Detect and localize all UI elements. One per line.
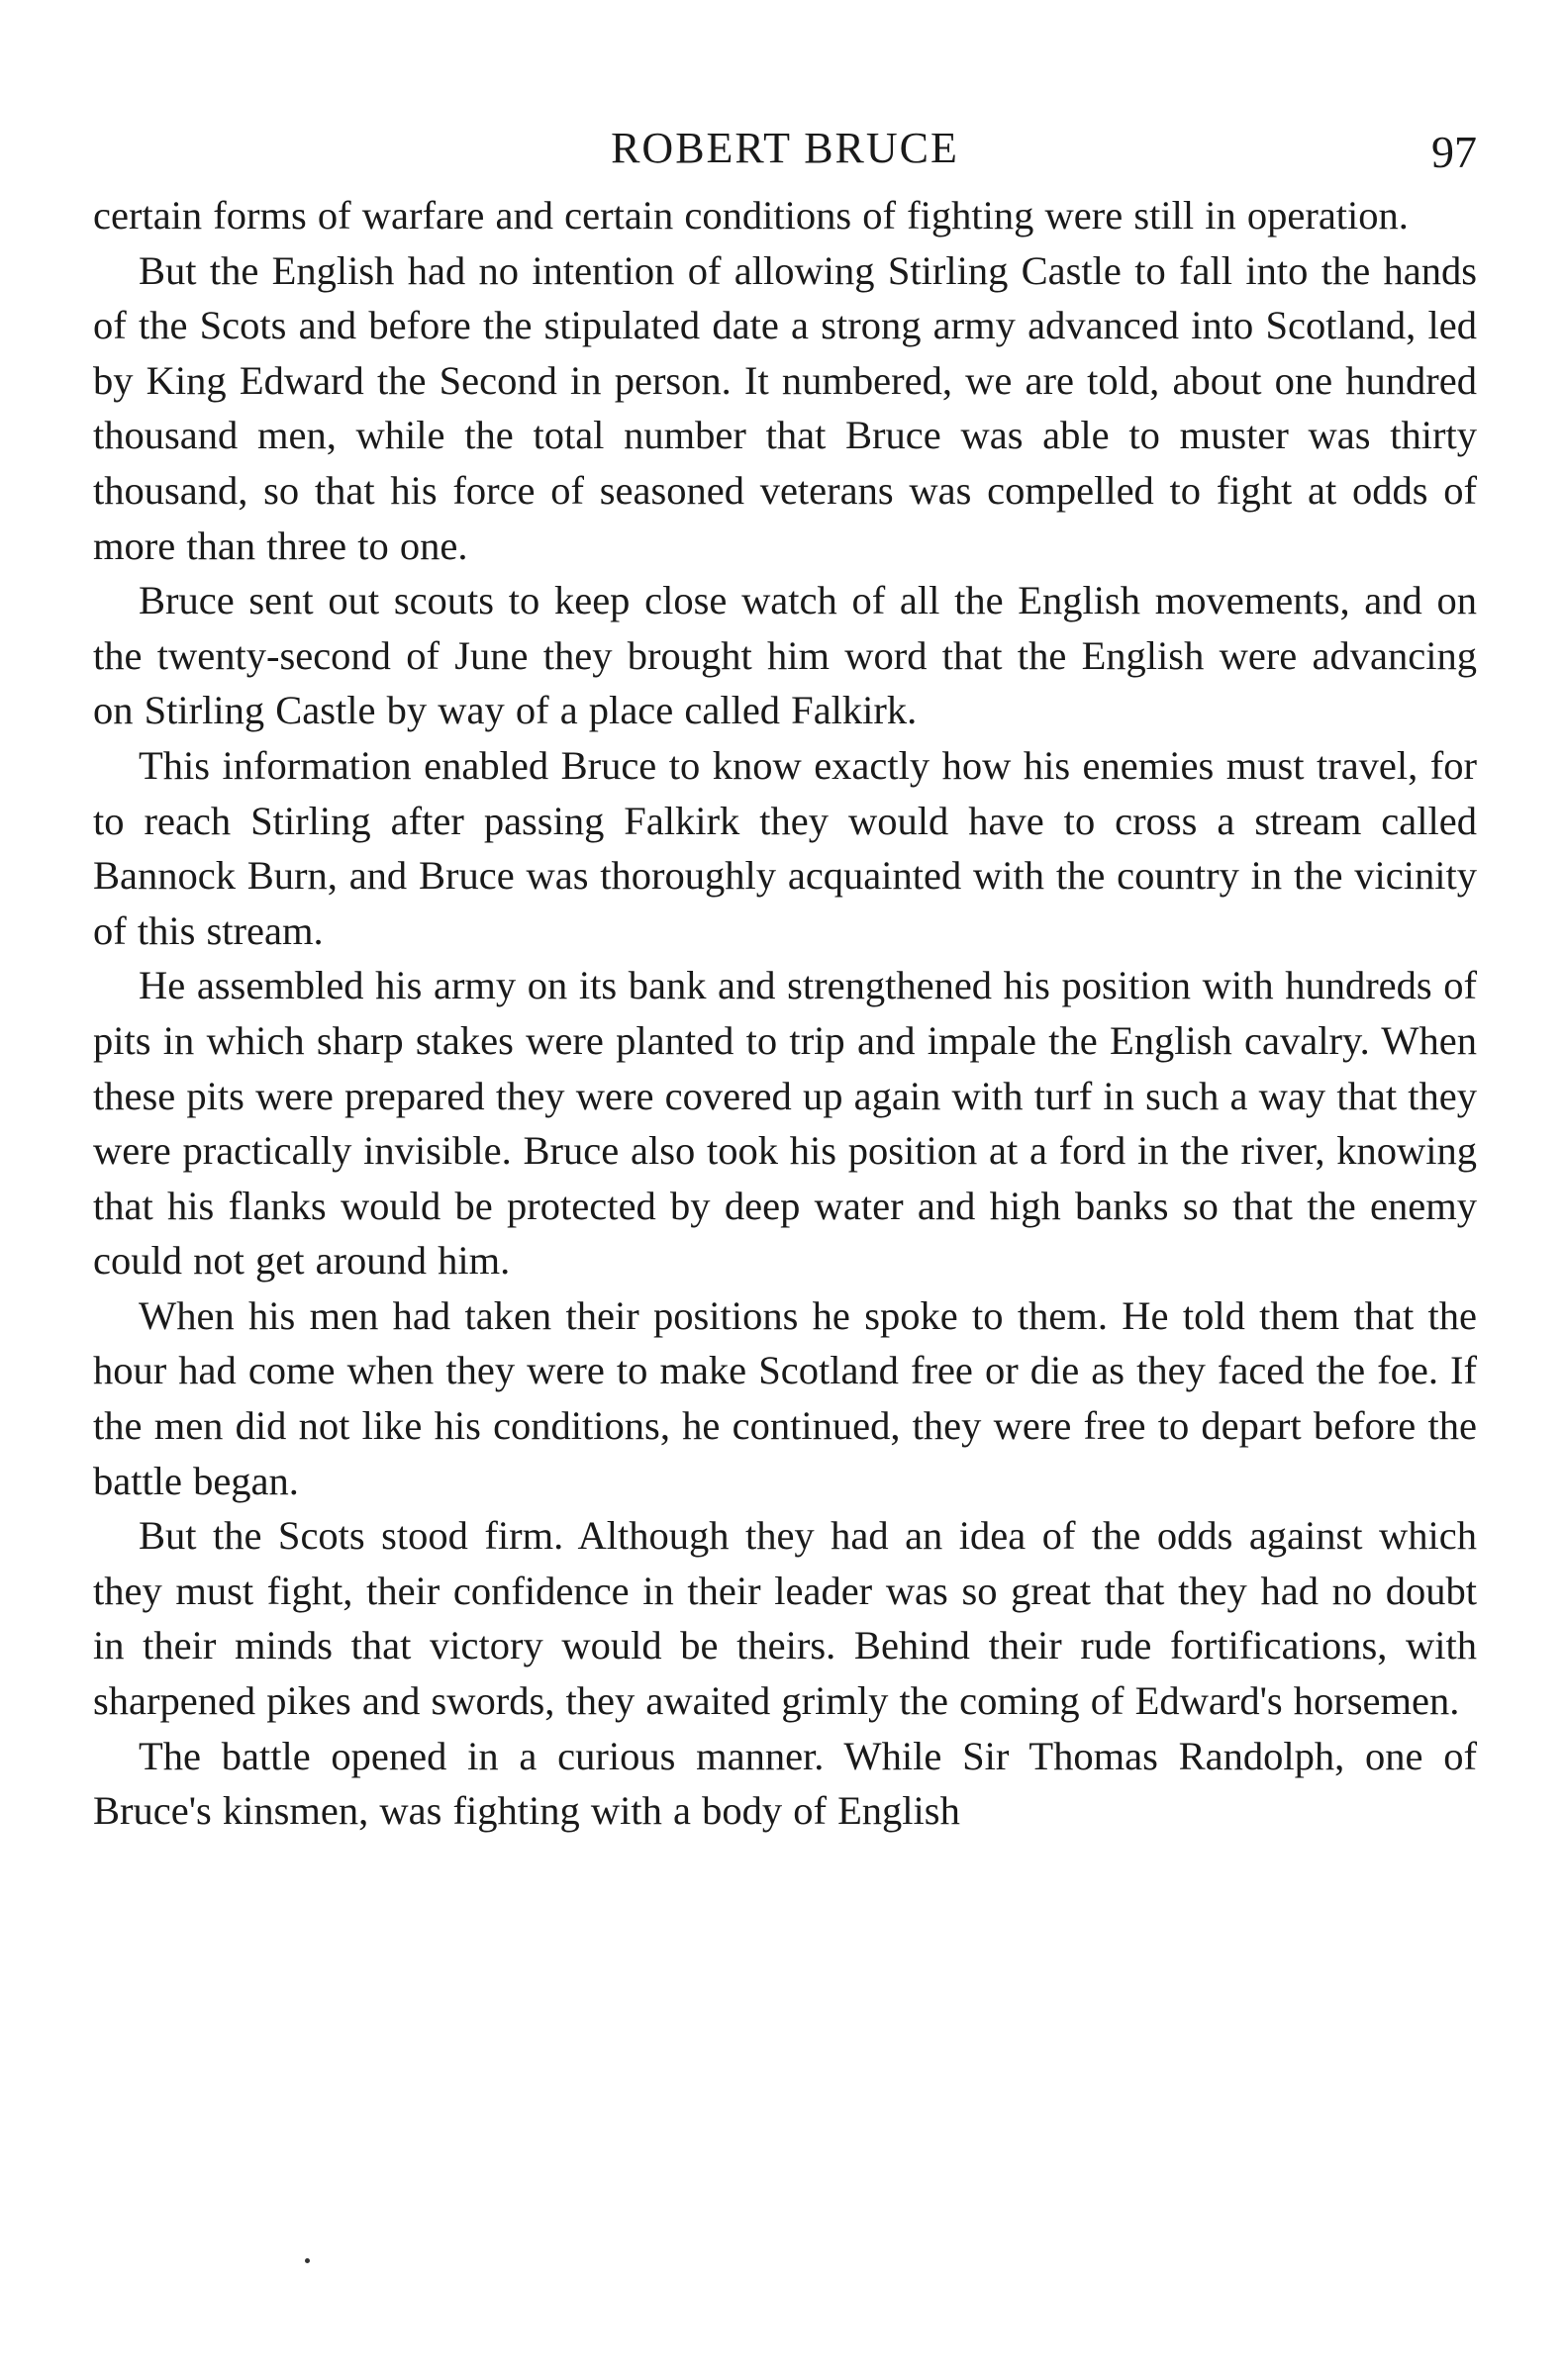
page-number: 97 — [1431, 127, 1477, 177]
running-head — [93, 119, 1477, 182]
paragraph: This information enabled Bruce to know exactly how his enemies must travel, for to reach Stirling after passing Falkirk they would have to cross a stream called Bannock Burn, and Bruce was thoroughly acquainted with the country in the vicinity of this stream. — [93, 742, 1477, 953]
paragraph: When his men had taken their positions he spoke to them. He told them that the hour had come when they were to make Scotland free or die as they faced the foe. If the men did not like his conditions, he continued, they were free to depart before the battle began. — [93, 1292, 1477, 1503]
print-speck — [305, 2258, 310, 2263]
paragraph: Bruce sent out scouts to keep close watch of all the English movements, and on the twenty-second of June they brought him word that the English were advancing on Stirling Castle by way of a place called Falkirk. — [93, 578, 1477, 733]
running-title: ROBERT BRUCE — [611, 124, 959, 172]
paragraph: But the Scots stood firm. Although they had an idea of the odds against which they must fight, their confidence in their leader was so great that they had no doubt in their minds that victory would be theirs. Behind their rude fortifications, with sharpened pikes and swords, they awaited grimly the coming of Edward's horsemen. — [93, 1513, 1477, 1724]
paragraph: He assembled his army on its bank and strengthened his position with hundreds of pits in which sharp stakes were planted to trip and impale the English cavalry. When these pits were prepared they were covered up again with turf in such a way that they were practically invisible. Bruce also took his position at a ford in the river, knowing that his flanks would be protected by deep water and high banks so that the enemy could not get around him. — [93, 963, 1477, 1284]
paragraph: The battle opened in a curious manner. While Sir Thomas Randolph, one of Bruce's kinsmen, was fighting with a body of English — [93, 1733, 1477, 1834]
body-text — [93, 188, 1477, 1839]
paragraph: But the English had no intention of allowing Stirling Castle to fall into the hands of the Scots and before the stipulated date a strong army advanced into Scotland, led by King Edward the Second in person. It numbered, we are told, about one hundred thousand men, while the total number that Bruce was able to muster was thirty thousand, so that his force of seasoned veterans was compelled to fight at odds of more than three to one. — [93, 247, 1477, 568]
book-page — [93, 119, 1477, 1839]
paragraph-continued: certain forms of warfare and certain conditions of fighting were still in operation. — [93, 193, 1409, 238]
